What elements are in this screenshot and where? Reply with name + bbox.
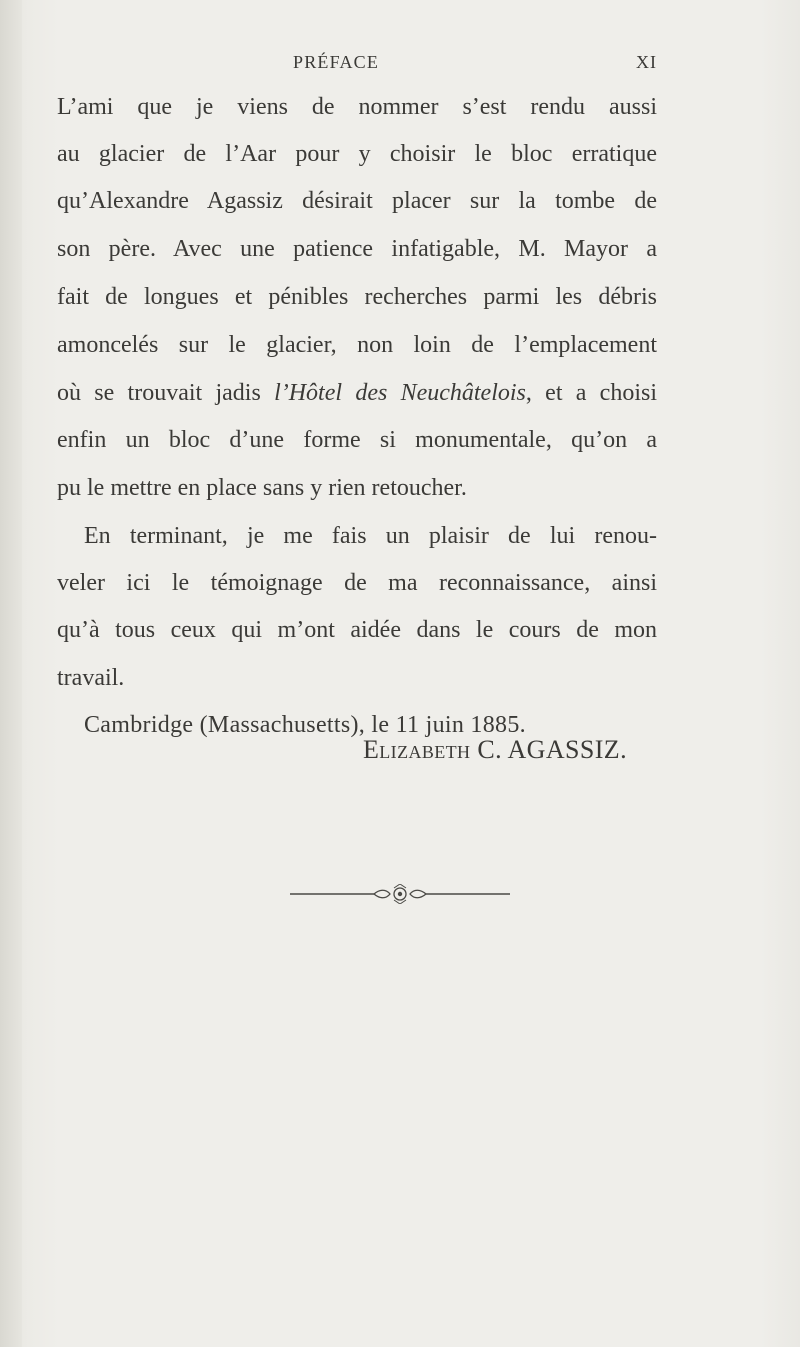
text-line: au glacier de l’Aar pour y choisir le bloc erratique [57,141,657,167]
text-line: fait de longues et pénibles recherches parmi les débris [57,284,657,310]
text-line: qu’Alexandre Agassiz désirait placer sur la tombe de [57,188,657,214]
fleuron-ornament-svg [290,884,510,904]
binding-shadow [0,0,22,1347]
running-head [0,52,800,78]
signature-first-name: Elizabeth [363,735,471,764]
text-line: veler ici le témoignage de ma reconnaissance, ainsi [57,570,657,596]
page-number: XI [636,52,657,72]
text-line: pu le mettre en place sans y rien retoucher. [57,475,467,501]
text-line: qu’à tous ceux qui m’ont aidée dans le cours de mon [57,617,657,643]
text-segment: , et a choisi [525,380,658,406]
dateline: Cambridge (Massachusetts), le 11 juin 1885. [84,712,526,738]
fleuron-ornament-icon [290,884,510,904]
signature [363,735,627,765]
text-line: En terminant, je me fais un plaisir de lui renou- [84,523,657,549]
text-line: L’ami que je viens de nommer s’est rendu aussi [57,94,657,120]
text-line: son père. Avec une patience infatigable, M. Mayor a [57,236,657,262]
text-line [57,380,657,414]
hotel-name-italic: l’Hôtel des Neuchâtelois [274,380,526,406]
text-segment: où se trouvait jadis [57,380,275,406]
text-line: amoncelés sur le glacier, non loin de l’emplacement [57,332,657,358]
text-line: enfin un bloc d’une forme si monumentale, qu’on a [57,427,657,453]
signature-rest: C. AGASSIZ. [470,735,627,764]
running-title: PRÉFACE [293,52,380,72]
text-line: travail. [57,665,125,691]
